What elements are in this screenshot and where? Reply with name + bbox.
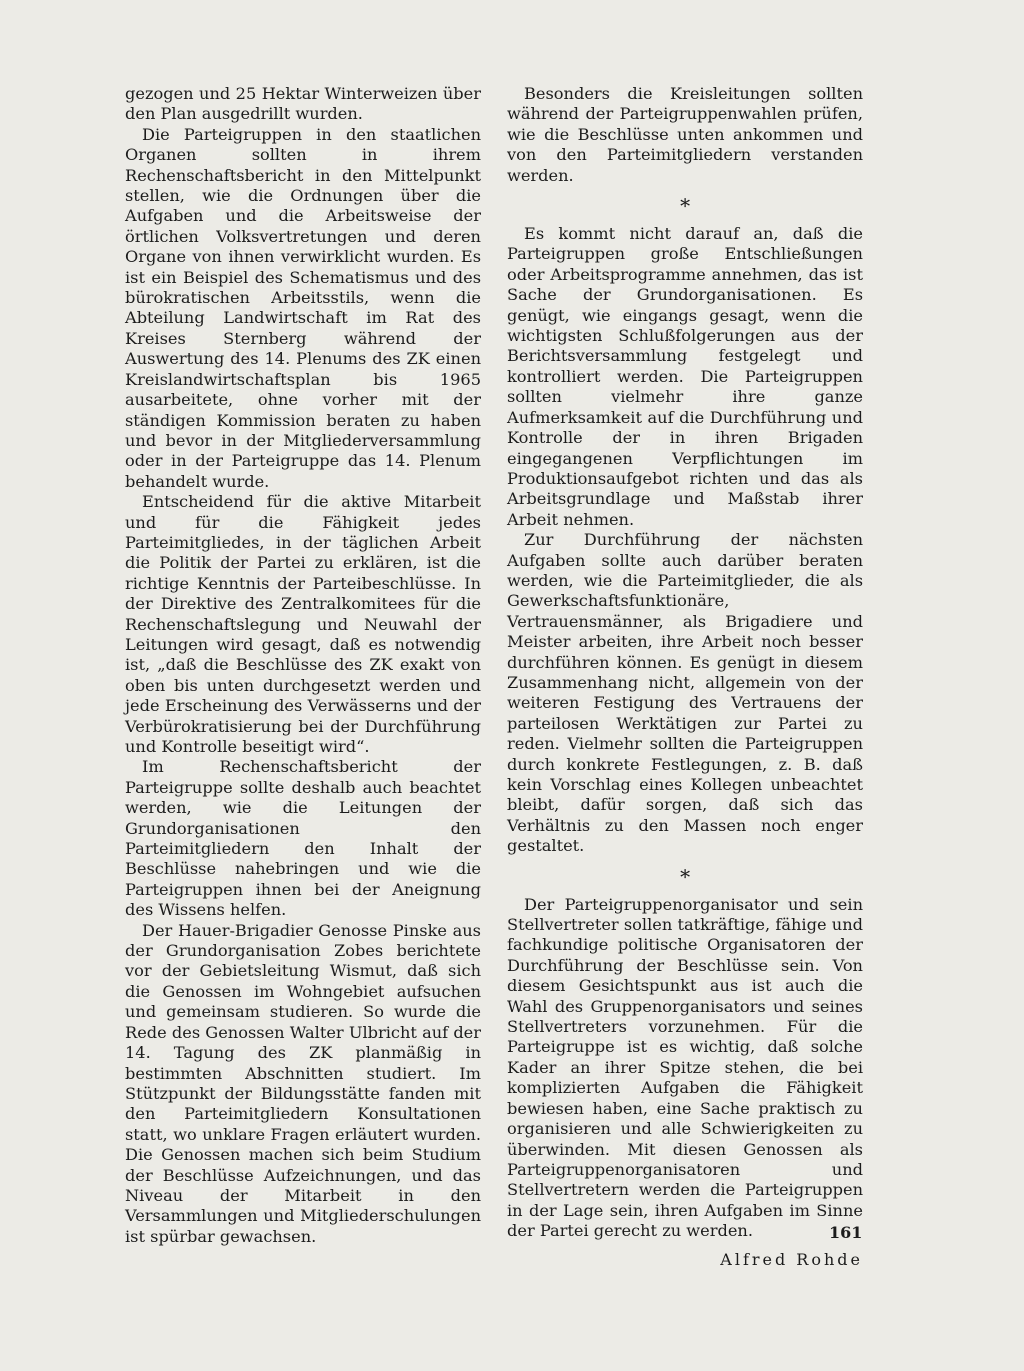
paragraph: Der Parteigruppenorganisator und sein Stellvertreter sollen tatkräftige, fähige und fachkundige politische Organisatoren der Durchführung der Beschlüsse sein. Von diesem Gesichtspunkt aus ist auch die Wahl des Gruppenorganisators und seines Stellvertreters vorzunehmen. Für die Parteigruppe ist es wichtig, daß solche Kader an ihrer Spitze stehen, die bei komplizierten Aufgaben die Fähigkeit bewiesen haben, eine Sache praktisch zu organisieren und alle Schwierigkeiten zu überwinden. Mit diesen Genossen als Parteigruppenorganisatoren und Stellvertretern werden die Parteigruppen in der Lage sein, ihren Aufgaben im Sinne der Partei gerecht zu werden.: [507, 894, 863, 1241]
right-column: [507, 84, 863, 1270]
paragraph: Die Parteigruppen in den staatlichen Organen sollten in ihrem Rechenschaftsbericht in den Mittelpunkt stellen, wie die Ordnungen über die Aufgaben und die Arbeitsweise der örtlichen Volksvertretungen und deren Organe von ihnen verwirklicht wurden. Es ist ein Beispiel des Schematismus und des bürokratischen Arbeitsstils, wenn die Abteilung Landwirtschaft im Rat des Kreises Sternberg während der Auswertung des 14. Plenums des ZK einen Kreislandwirtschaftsplan bis 1965 ausarbeitete, ohne vorher mit der ständigen Kommission beraten zu haben und bevor in der Mitgliederversammlung oder in der Parteigruppe das 14. Plenum behandelt wurde.: [125, 124, 481, 491]
paragraph: Im Rechenschaftsbericht der Parteigruppe sollte deshalb auch beachtet werden, wie die Leitungen der Grundorganisationen den Parteimitgliedern den Inhalt der Beschlüsse nahebringen und wie die Parteigruppen ihnen bei der Aneignung des Wissens helfen.: [125, 757, 481, 920]
paragraph: Besonders die Kreisleitungen sollten während der Parteigruppenwahlen prüfen, wie die Beschlüsse unten ankommen und von den Parteimitgliedern verstanden werden.: [507, 84, 863, 185]
page-number: 161: [829, 1223, 863, 1242]
section-separator-star: ∗: [678, 190, 692, 215]
paragraph: Zur Durchführung der nächsten Aufgaben sollte auch darüber beraten werden, wie die Parteimitglieder, die als Gewerkschaftsfunktionäre, Vertrauensmänner, als Brigadiere und Meister arbeiten, ihre Arbeit noch besser durchführen können. Es genügt in diesem Zusammenhang nicht, allgemein von der weiteren Festigung des Vertrauens der parteilosen Werktätigen zur Partei zu reden. Vielmehr sollten die Parteigruppen durch konkrete Festlegungen, z. B. daß kein Vorschlag eines Kollegen unbeachtet bleibt, dafür sorgen, daß sich das Verhältnis zu den Massen noch enger gestaltet.: [507, 530, 863, 856]
section-separator-star: ∗: [678, 860, 692, 885]
paragraph: Der Hauer-Brigadier Genosse Pinske aus der Grundorganisation Zobes berichtete vor der Gebietsleitung Wismut, daß sich die Genossen im Wohngebiet aufsuchen und gemeinsam studieren. So wurde die Rede des Genossen Walter Ulbricht auf der 14. Tagung des ZK planmäßig in bestimmten Abschnitten studiert. Im Stützpunkt der Bildungsstätte fanden mit den Parteimitgliedern Konsultationen statt, wo unklare Fragen erläutert wurden. Die Genossen machen sich beim Studium der Beschlüsse Aufzeichnungen, und das Niveau der Mitarbeit in den Versammlungen und Mitgliederschulungen ist spürbar gewachsen.: [125, 920, 481, 1246]
paragraph: Es kommt nicht darauf an, daß die Parteigruppen große Entschließungen oder Arbeitsprogramme annehmen, das ist Sache der Grundorganisationen. Es genügt, wie eingangs gesagt, wenn die wichtigsten Schlußfolgerungen aus der Berichtsversammlung festgelegt und kontrolliert werden. Die Parteigruppen sollten vielmehr ihre ganze Aufmerksamkeit auf die Durchführung und Kontrolle der in ihren Brigaden eingegangenen Verpflichtungen im Produktionsaufgebot richten und das als Arbeitsgrundlage und Maßstab ihrer Arbeit nehmen.: [507, 224, 863, 529]
paragraph: gezogen und 25 Hektar Winterweizen über den Plan ausgedrillt wurden.: [125, 84, 481, 124]
paragraph: Entscheidend für die aktive Mitarbeit und für die Fähigkeit jedes Parteimitgliedes, in der täglichen Arbeit die Politik der Partei zu erklären, ist die richtige Kenntnis der Parteibeschlüsse. In der Direktive des Zentralkomitees für die Rechenschaftslegung und Neuwahl der Leitungen wird gesagt, daß es notwendig ist, „daß die Beschlüsse des ZK exakt von oben bis unten durchgesetzt werden und jede Erscheinung des Verwässerns und der Verbürokratisierung bei der Durchführung und Kontrolle beseitigt wird“.: [125, 492, 481, 756]
left-column: [125, 84, 481, 1247]
author-signature: Alfred Rohde: [720, 1249, 863, 1269]
